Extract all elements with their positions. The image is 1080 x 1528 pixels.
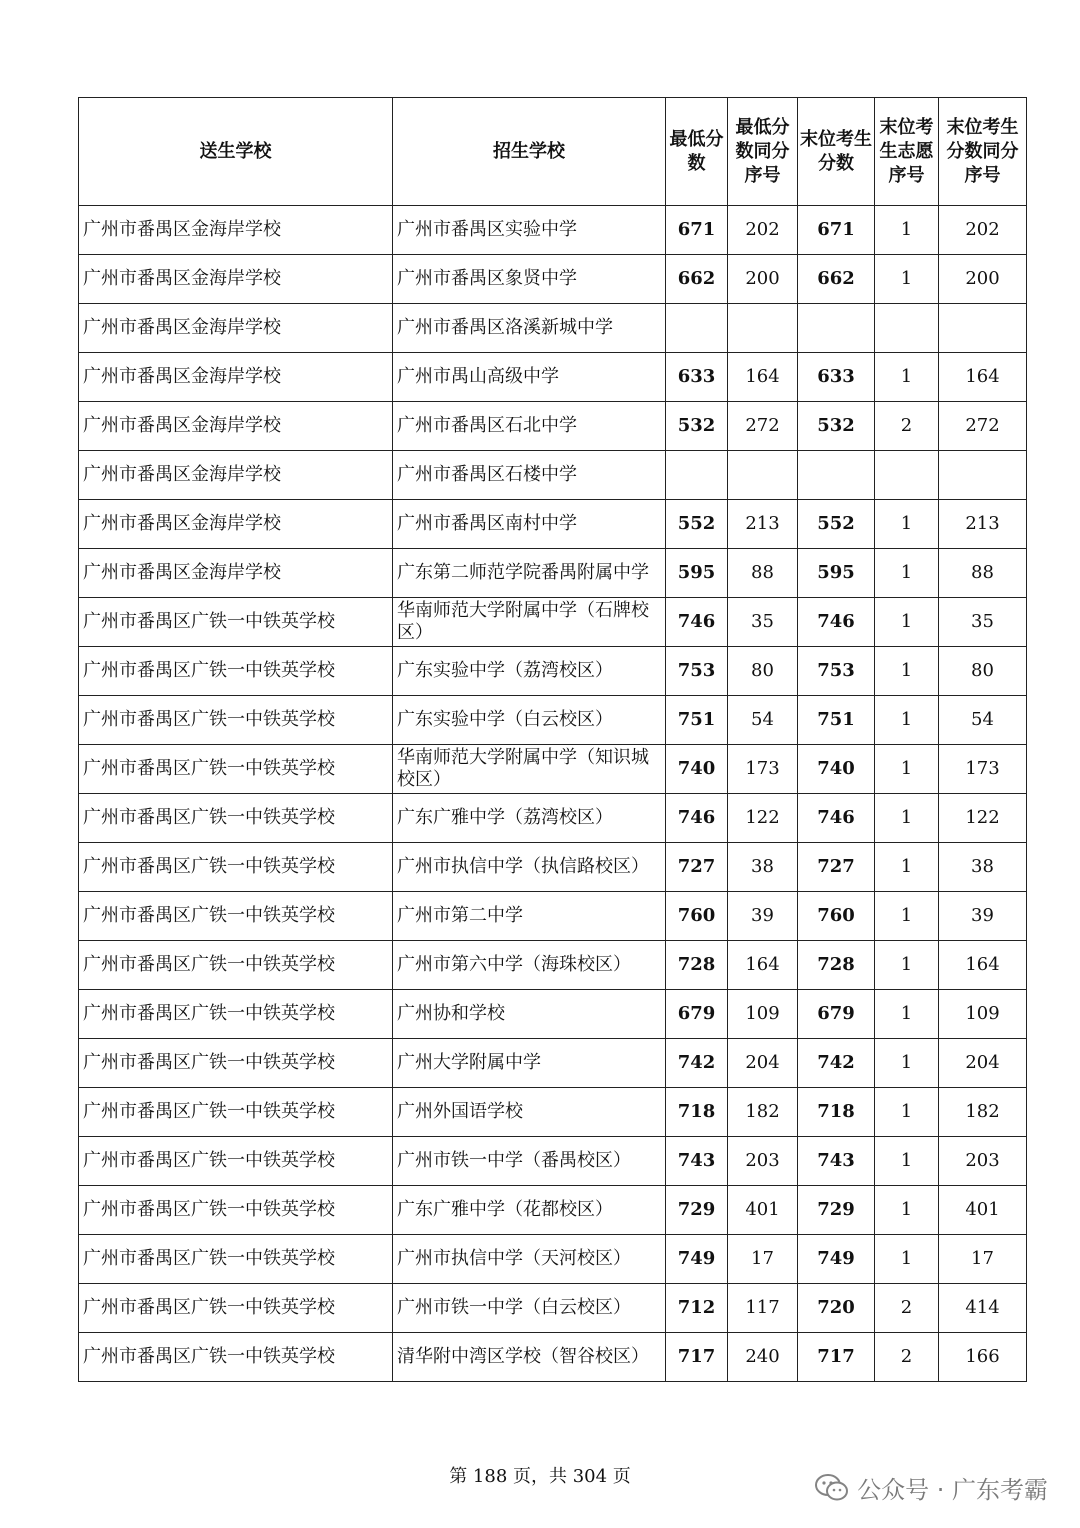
cell-min-score: 532 [666,402,728,451]
cell-last-score: 552 [798,500,875,549]
cell-sender-school: 广州市番禺区金海岸学校 [79,500,393,549]
table-row [79,549,1027,598]
cell-receiver-school: 广东广雅中学（花都校区） [393,1186,666,1235]
table-row [79,255,1027,304]
cell-last-rank: 414 [939,1284,1027,1333]
cell-min-score-rank: 80 [728,647,798,696]
cell-last-choice: 1 [875,500,939,549]
cell-min-score-rank: 173 [728,745,798,794]
cell-min-score: 746 [666,794,728,843]
table-row [79,1186,1027,1235]
cell-last-rank: 80 [939,647,1027,696]
cell-min-score-rank: 39 [728,892,798,941]
cell-last-score: 742 [798,1039,875,1088]
cell-last-choice: 2 [875,1284,939,1333]
table-row [79,598,1027,647]
cell-receiver-school: 广州市第六中学（海珠校区） [393,941,666,990]
cell-last-rank [939,304,1027,353]
header-receiver-school: 招生学校 [393,98,666,206]
cell-min-score: 727 [666,843,728,892]
cell-last-choice: 1 [875,1039,939,1088]
cell-sender-school: 广州市番禺区广铁一中铁英学校 [79,1137,393,1186]
cell-last-rank: 204 [939,1039,1027,1088]
cell-last-rank: 202 [939,206,1027,255]
cell-last-score: 633 [798,353,875,402]
cell-last-rank: 54 [939,696,1027,745]
cell-last-rank: 166 [939,1333,1027,1382]
cell-min-score [666,304,728,353]
cell-last-choice: 1 [875,941,939,990]
cell-min-score: 760 [666,892,728,941]
header-last-rank: 末位考生分数同分序号 [939,98,1027,206]
cell-last-rank: 88 [939,549,1027,598]
cell-last-choice: 1 [875,794,939,843]
cell-receiver-school: 华南师范大学附属中学（知识城校区） [393,745,666,794]
cell-last-choice: 1 [875,1088,939,1137]
cell-min-score-rank [728,304,798,353]
score-table [78,97,1027,1382]
cell-sender-school: 广州市番禺区金海岸学校 [79,206,393,255]
cell-last-rank: 182 [939,1088,1027,1137]
table-row [79,1333,1027,1382]
cell-min-score: 671 [666,206,728,255]
cell-last-choice: 1 [875,843,939,892]
cell-last-choice: 1 [875,1186,939,1235]
cell-min-score-rank [728,451,798,500]
cell-last-score: 532 [798,402,875,451]
table-row [79,647,1027,696]
cell-last-score: 679 [798,990,875,1039]
cell-last-choice: 1 [875,206,939,255]
cell-last-rank: 35 [939,598,1027,647]
cell-last-choice [875,304,939,353]
cell-sender-school: 广州市番禺区金海岸学校 [79,304,393,353]
watermark [815,1470,1048,1505]
cell-min-score: 729 [666,1186,728,1235]
cell-last-choice: 1 [875,647,939,696]
cell-receiver-school: 清华附中湾区学校（智谷校区） [393,1333,666,1382]
cell-receiver-school: 广州市番禺区洛溪新城中学 [393,304,666,353]
cell-last-choice: 1 [875,598,939,647]
cell-min-score-rank: 240 [728,1333,798,1382]
table-row [79,353,1027,402]
cell-min-score [666,451,728,500]
cell-min-score-rank: 117 [728,1284,798,1333]
cell-receiver-school: 广州市番禺区南村中学 [393,500,666,549]
cell-last-score: 746 [798,794,875,843]
cell-last-rank [939,451,1027,500]
cell-last-rank: 401 [939,1186,1027,1235]
cell-sender-school: 广州市番禺区广铁一中铁英学校 [79,1284,393,1333]
table-body [79,206,1027,1382]
cell-last-score [798,304,875,353]
header-min-score-rank: 最低分数同分序号 [728,98,798,206]
cell-last-score: 729 [798,1186,875,1235]
cell-sender-school: 广州市番禺区广铁一中铁英学校 [79,696,393,745]
cell-last-score: 671 [798,206,875,255]
cell-sender-school: 广州市番禺区金海岸学校 [79,451,393,500]
header-min-score: 最低分数 [666,98,728,206]
cell-last-score: 753 [798,647,875,696]
cell-sender-school: 广州市番禺区广铁一中铁英学校 [79,1039,393,1088]
cell-last-choice: 1 [875,353,939,402]
cell-min-score-rank: 54 [728,696,798,745]
cell-min-score-rank: 182 [728,1088,798,1137]
cell-receiver-school: 广州协和学校 [393,990,666,1039]
cell-min-score: 751 [666,696,728,745]
cell-last-choice: 1 [875,1235,939,1284]
cell-last-rank: 173 [939,745,1027,794]
cell-min-score-rank: 401 [728,1186,798,1235]
cell-last-rank: 122 [939,794,1027,843]
page-number: 第 188 页，共 304 页 [449,1466,631,1487]
table-row [79,1088,1027,1137]
cell-last-choice: 1 [875,549,939,598]
cell-min-score-rank: 122 [728,794,798,843]
cell-min-score: 742 [666,1039,728,1088]
cell-receiver-school: 广州市番禺区象贤中学 [393,255,666,304]
cell-sender-school: 广州市番禺区金海岸学校 [79,255,393,304]
cell-min-score-rank: 164 [728,353,798,402]
table-row [79,402,1027,451]
table-row [79,304,1027,353]
cell-min-score-rank: 213 [728,500,798,549]
wechat-icon [815,1473,849,1503]
table-row [79,1284,1027,1333]
table-row [79,1235,1027,1284]
cell-sender-school: 广州市番禺区广铁一中铁英学校 [79,647,393,696]
cell-sender-school: 广州市番禺区广铁一中铁英学校 [79,745,393,794]
cell-receiver-school: 广东第二师范学院番禺附属中学 [393,549,666,598]
cell-last-score: 740 [798,745,875,794]
table-row [79,1137,1027,1186]
table-row [79,745,1027,794]
table-header-row [79,98,1027,206]
cell-min-score-rank: 203 [728,1137,798,1186]
cell-last-choice: 1 [875,255,939,304]
cell-last-rank: 164 [939,353,1027,402]
cell-last-score: 760 [798,892,875,941]
cell-receiver-school: 广州大学附属中学 [393,1039,666,1088]
cell-receiver-school: 广州市执信中学（执信路校区） [393,843,666,892]
header-last-score: 末位考生分数 [798,98,875,206]
cell-last-score [798,451,875,500]
cell-min-score: 633 [666,353,728,402]
table-row [79,500,1027,549]
cell-sender-school: 广州市番禺区广铁一中铁英学校 [79,794,393,843]
cell-sender-school: 广州市番禺区金海岸学校 [79,402,393,451]
cell-min-score: 749 [666,1235,728,1284]
cell-last-choice: 2 [875,1333,939,1382]
cell-sender-school: 广州市番禺区广铁一中铁英学校 [79,1186,393,1235]
cell-last-score: 717 [798,1333,875,1382]
cell-sender-school: 广州市番禺区广铁一中铁英学校 [79,1235,393,1284]
cell-sender-school: 广州市番禺区金海岸学校 [79,353,393,402]
table-row [79,451,1027,500]
cell-last-choice: 1 [875,892,939,941]
cell-last-rank: 272 [939,402,1027,451]
cell-last-choice [875,451,939,500]
cell-last-rank: 109 [939,990,1027,1039]
cell-last-score: 746 [798,598,875,647]
cell-min-score-rank: 272 [728,402,798,451]
cell-last-choice: 2 [875,402,939,451]
cell-last-choice: 1 [875,1137,939,1186]
cell-receiver-school: 广州市第二中学 [393,892,666,941]
cell-receiver-school: 广州市执信中学（天河校区） [393,1235,666,1284]
cell-last-score: 720 [798,1284,875,1333]
header-last-choice: 末位考生志愿序号 [875,98,939,206]
cell-receiver-school: 广州市番禺区石楼中学 [393,451,666,500]
cell-min-score: 717 [666,1333,728,1382]
cell-min-score: 718 [666,1088,728,1137]
cell-receiver-school: 广州外国语学校 [393,1088,666,1137]
cell-last-rank: 203 [939,1137,1027,1186]
cell-last-rank: 200 [939,255,1027,304]
cell-last-score: 728 [798,941,875,990]
cell-min-score-rank: 17 [728,1235,798,1284]
table-row [79,696,1027,745]
cell-min-score: 595 [666,549,728,598]
cell-last-score: 749 [798,1235,875,1284]
cell-receiver-school: 广州市番禺区石北中学 [393,402,666,451]
cell-min-score: 679 [666,990,728,1039]
table-row [79,1039,1027,1088]
cell-sender-school: 广州市番禺区广铁一中铁英学校 [79,1088,393,1137]
cell-receiver-school: 广州市番禺区实验中学 [393,206,666,255]
cell-last-score: 595 [798,549,875,598]
cell-sender-school: 广州市番禺区广铁一中铁英学校 [79,941,393,990]
cell-receiver-school: 华南师范大学附属中学（石牌校区） [393,598,666,647]
cell-last-score: 727 [798,843,875,892]
header-sender-school: 送生学校 [79,98,393,206]
cell-min-score-rank: 35 [728,598,798,647]
cell-last-rank: 38 [939,843,1027,892]
cell-last-score: 743 [798,1137,875,1186]
cell-receiver-school: 广东实验中学（荔湾校区） [393,647,666,696]
cell-last-rank: 213 [939,500,1027,549]
watermark-text: 公众号 · 广东考霸 [857,1476,1048,1504]
cell-sender-school: 广州市番禺区广铁一中铁英学校 [79,598,393,647]
table-row [79,206,1027,255]
cell-receiver-school: 广东广雅中学（荔湾校区） [393,794,666,843]
cell-min-score-rank: 88 [728,549,798,598]
cell-last-score: 751 [798,696,875,745]
cell-min-score-rank: 38 [728,843,798,892]
cell-last-rank: 17 [939,1235,1027,1284]
cell-min-score-rank: 109 [728,990,798,1039]
cell-min-score-rank: 202 [728,206,798,255]
table-row [79,941,1027,990]
cell-min-score: 712 [666,1284,728,1333]
cell-min-score: 728 [666,941,728,990]
cell-last-score: 662 [798,255,875,304]
cell-min-score: 662 [666,255,728,304]
table-row [79,892,1027,941]
table-row [79,843,1027,892]
cell-min-score: 746 [666,598,728,647]
cell-last-choice: 1 [875,696,939,745]
cell-min-score-rank: 204 [728,1039,798,1088]
cell-receiver-school: 广州市铁一中学（白云校区） [393,1284,666,1333]
cell-min-score-rank: 164 [728,941,798,990]
cell-min-score-rank: 200 [728,255,798,304]
cell-last-score: 718 [798,1088,875,1137]
cell-last-rank: 164 [939,941,1027,990]
cell-last-choice: 1 [875,745,939,794]
cell-receiver-school: 广州市铁一中学（番禺校区） [393,1137,666,1186]
table-row [79,794,1027,843]
cell-sender-school: 广州市番禺区广铁一中铁英学校 [79,843,393,892]
cell-sender-school: 广州市番禺区广铁一中铁英学校 [79,1333,393,1382]
cell-last-rank: 39 [939,892,1027,941]
cell-sender-school: 广州市番禺区广铁一中铁英学校 [79,892,393,941]
cell-min-score: 743 [666,1137,728,1186]
cell-min-score: 753 [666,647,728,696]
cell-min-score: 740 [666,745,728,794]
cell-receiver-school: 广州市禺山高级中学 [393,353,666,402]
table-row [79,990,1027,1039]
cell-receiver-school: 广东实验中学（白云校区） [393,696,666,745]
cell-sender-school: 广州市番禺区金海岸学校 [79,549,393,598]
cell-last-choice: 1 [875,990,939,1039]
cell-sender-school: 广州市番禺区广铁一中铁英学校 [79,990,393,1039]
cell-min-score: 552 [666,500,728,549]
